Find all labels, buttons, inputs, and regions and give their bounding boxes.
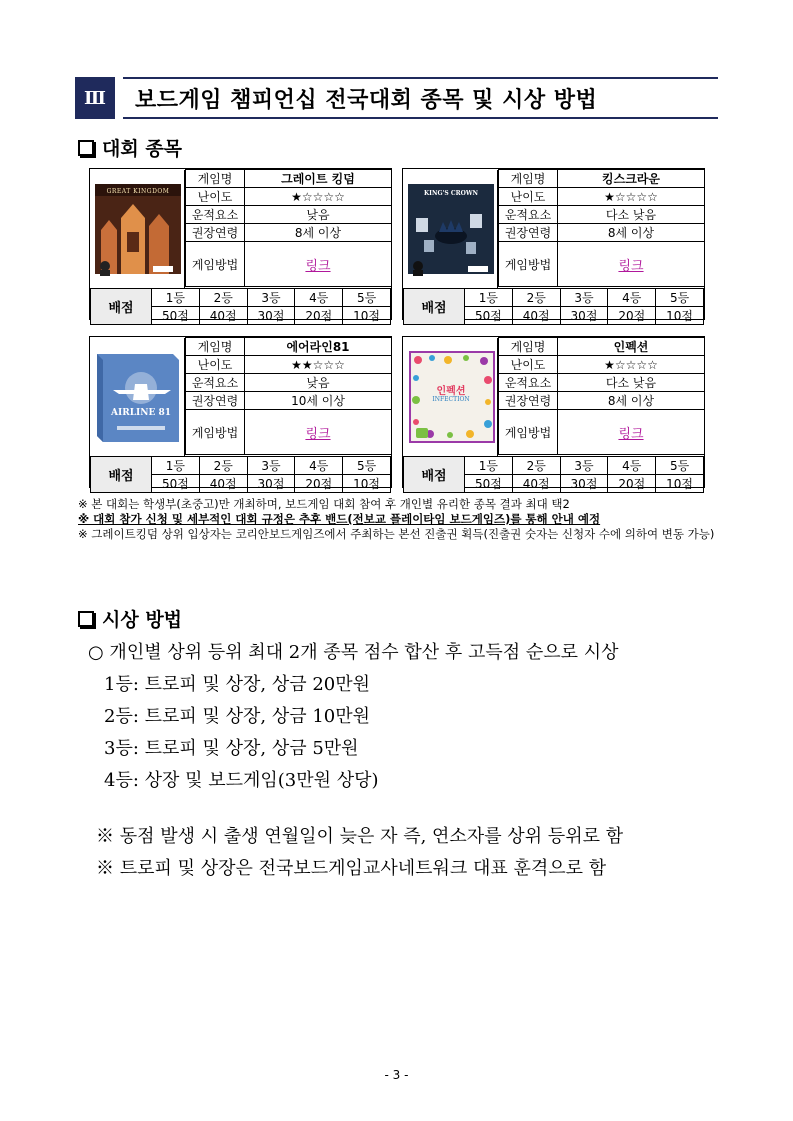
label-method: 게임방법 — [499, 410, 558, 455]
awards-heading-text: 시상 방법 — [102, 609, 183, 631]
label-age: 권장연령 — [499, 392, 558, 410]
game-card-kings-crown — [402, 168, 705, 323]
game-age: 8세 이상 — [558, 392, 705, 410]
label-method: 게임방법 — [186, 242, 245, 287]
game-luck: 다소 낮음 — [558, 206, 705, 224]
label-score: 배점 — [91, 289, 152, 325]
game-name: 에어라인81 — [245, 338, 392, 356]
game-name: 킹스크라운 — [558, 170, 705, 188]
checkbox-icon — [78, 140, 94, 156]
points-cell: 40점 — [512, 475, 560, 493]
points-cell: 20점 — [295, 307, 343, 325]
points-cell: 30점 — [560, 307, 608, 325]
rank-cell: 5등 — [656, 457, 704, 475]
great-kingdom-cover — [91, 170, 185, 288]
game-card-airline-81 — [89, 336, 392, 491]
rank-cell: 3등 — [560, 289, 608, 307]
points-cell: 20점 — [608, 307, 656, 325]
award-item-4: 4등: 상장 및 보드게임(3만원 상당) — [104, 770, 379, 791]
kings-crown-cover-title: KING'S CROWN — [423, 190, 479, 197]
kings-crown-cover — [404, 170, 498, 288]
awards-note-1: ※ 동점 발생 시 출생 연월일이 늦은 자 즉, 연소자를 상위 등위로 함 — [96, 826, 624, 847]
points-cell: 50점 — [465, 475, 513, 493]
label-difficulty: 난이도 — [499, 188, 558, 206]
awards-intro: ○ 개인별 상위 등위 최대 2개 종목 점수 합산 후 고득점 순으로 시상 — [88, 642, 619, 663]
note-line: ※ 본 대회는 학생부(초중고)만 개최하며, 보드게임 대회 참여 후 개인별 유리한 종목 결과 최대 택2 — [78, 497, 570, 511]
label-score: 배점 — [91, 457, 152, 493]
points-cell: 50점 — [152, 307, 200, 325]
page-number: - 3 - — [384, 1068, 409, 1082]
points-cell: 40점 — [512, 307, 560, 325]
label-score: 배점 — [404, 289, 465, 325]
game-difficulty: ★★☆☆☆ — [245, 356, 392, 374]
label-age: 권장연령 — [499, 224, 558, 242]
game-method-link[interactable]: 링크 — [618, 426, 644, 442]
rank-cell: 3등 — [247, 289, 295, 307]
rank-cell: 5등 — [656, 289, 704, 307]
points-cell: 50점 — [465, 307, 513, 325]
game-method-link[interactable]: 링크 — [305, 426, 331, 442]
label-luck: 운적요소 — [499, 206, 558, 224]
label-difficulty: 난이도 — [186, 188, 245, 206]
rank-cell: 1등 — [152, 457, 200, 475]
label-luck: 운적요소 — [186, 206, 245, 224]
label-method: 게임방법 — [499, 242, 558, 287]
points-cell: 40점 — [199, 475, 247, 493]
game-age: 10세 이상 — [245, 392, 392, 410]
game-luck: 낮음 — [245, 374, 392, 392]
label-luck: 운적요소 — [186, 374, 245, 392]
rank-cell: 5등 — [343, 289, 391, 307]
game-method-link[interactable]: 링크 — [305, 258, 331, 274]
game-difficulty: ★☆☆☆☆ — [245, 188, 392, 206]
label-game-name: 게임명 — [186, 338, 245, 356]
label-game-name: 게임명 — [499, 338, 558, 356]
points-cell: 10점 — [343, 307, 391, 325]
awards-heading — [78, 605, 182, 632]
game-method-link[interactable]: 링크 — [618, 258, 644, 274]
label-age: 권장연령 — [186, 392, 245, 410]
label-difficulty: 난이도 — [186, 356, 245, 374]
infection-cover-title: 인펙션 — [436, 386, 466, 397]
game-age: 8세 이상 — [245, 224, 392, 242]
award-item-2: 2등: 트로피 및 상장, 상금 10만원 — [104, 706, 371, 727]
points-cell: 10점 — [656, 307, 704, 325]
points-cell: 10점 — [343, 475, 391, 493]
checkbox-icon — [78, 611, 94, 627]
section-header — [75, 77, 718, 119]
game-difficulty: ★☆☆☆☆ — [558, 356, 705, 374]
infection-cover-subtitle: INFECTION — [432, 396, 470, 403]
rank-cell: 4등 — [295, 289, 343, 307]
rank-cell: 2등 — [512, 457, 560, 475]
label-difficulty: 난이도 — [499, 356, 558, 374]
awards-note-2: ※ 트로피 및 상장은 전국보드게임교사네트워크 대표 훈격으로 함 — [96, 858, 607, 879]
points-cell: 50점 — [152, 475, 200, 493]
airline-81-cover-title: AIRLINE 81 — [111, 408, 171, 418]
points-cell: 30점 — [560, 475, 608, 493]
great-kingdom-cover-title: GREAT KINGDOM — [106, 188, 170, 195]
infection-cover — [404, 338, 498, 456]
game-luck: 낮음 — [245, 206, 392, 224]
label-game-name: 게임명 — [499, 170, 558, 188]
game-difficulty: ★☆☆☆☆ — [558, 188, 705, 206]
game-name: 그레이트 킹덤 — [245, 170, 392, 188]
rank-cell: 1등 — [152, 289, 200, 307]
rank-cell: 2등 — [199, 289, 247, 307]
events-heading — [78, 134, 182, 161]
points-cell: 20점 — [295, 475, 343, 493]
note-line: ※ 그레이트킹덤 상위 입상자는 코리안보드게임즈에서 주최하는 본선 진출권 획득(진출권 숫자는 신청자 수에 의하여 변동 가능) — [78, 527, 715, 541]
game-card-infection — [402, 336, 705, 491]
award-item-1: 1등: 트로피 및 상장, 상금 20만원 — [104, 674, 371, 695]
section-number: Ⅲ — [75, 77, 115, 119]
game-name: 인펙션 — [558, 338, 705, 356]
section-title: 보드게임 챔피언십 전국대회 종목 및 시상 방법 — [135, 88, 598, 113]
rank-cell: 3등 — [247, 457, 295, 475]
label-game-name: 게임명 — [186, 170, 245, 188]
award-item-3: 3등: 트로피 및 상장, 상금 5만원 — [104, 738, 359, 759]
points-cell: 30점 — [247, 475, 295, 493]
rank-cell: 1등 — [465, 457, 513, 475]
events-heading-text: 대회 종목 — [102, 138, 183, 160]
game-luck: 다소 낮음 — [558, 374, 705, 392]
points-cell: 20점 — [608, 475, 656, 493]
rank-cell: 4등 — [608, 457, 656, 475]
label-luck: 운적요소 — [499, 374, 558, 392]
label-score: 배점 — [404, 457, 465, 493]
points-cell: 30점 — [247, 307, 295, 325]
rank-cell: 2등 — [199, 457, 247, 475]
note-line-emphasis: ※ 대회 참가 신청 및 세부적인 대회 규정은 추후 밴드(전보교 플레이타임 보드게임즈)를 통해 안내 예정 — [78, 512, 601, 526]
rank-cell: 3등 — [560, 457, 608, 475]
game-card-great-kingdom — [89, 168, 392, 323]
game-age: 8세 이상 — [558, 224, 705, 242]
label-age: 권장연령 — [186, 224, 245, 242]
rank-cell: 4등 — [295, 457, 343, 475]
points-cell: 40점 — [199, 307, 247, 325]
rank-cell: 5등 — [343, 457, 391, 475]
event-notes — [78, 497, 723, 542]
points-cell: 10점 — [656, 475, 704, 493]
rank-cell: 1등 — [465, 289, 513, 307]
rank-cell: 2등 — [512, 289, 560, 307]
label-method: 게임방법 — [186, 410, 245, 455]
rank-cell: 4등 — [608, 289, 656, 307]
airline-81-cover — [91, 338, 185, 456]
